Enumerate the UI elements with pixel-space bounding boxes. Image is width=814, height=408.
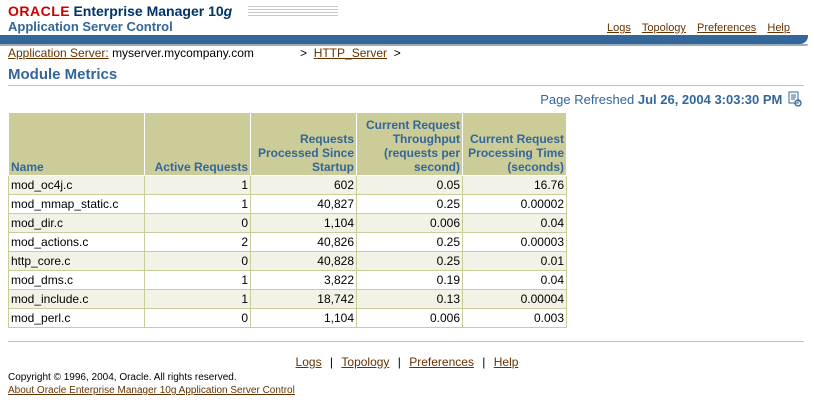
page-refresh-info	[540, 91, 802, 107]
footer-separator: |	[329, 355, 334, 369]
breadcrumb	[8, 46, 401, 60]
table-row	[9, 195, 567, 214]
footer-link-logs[interactable]: Logs	[295, 355, 322, 369]
global-links	[599, 22, 790, 34]
global-link-help[interactable]: Help	[767, 22, 790, 34]
refresh-label: Page Refreshed	[540, 92, 635, 107]
header-bar	[0, 35, 808, 44]
breadcrumb-separator: >	[393, 46, 401, 60]
module-metrics-table	[8, 112, 567, 328]
cell-processing-time: 0.04	[463, 271, 567, 290]
cell-module-name: mod_dir.c	[9, 214, 145, 233]
table-row	[9, 176, 567, 195]
refresh-icon[interactable]	[788, 91, 802, 107]
footer-separator: |	[482, 355, 486, 369]
cell-throughput: 0.25	[357, 252, 463, 271]
footer-link-help[interactable]: Help	[493, 355, 519, 369]
breadcrumb-app-server-value: myserver.mycompany.com	[112, 46, 254, 60]
copyright-text: Copyright © 1996, 2004, Oracle. All rights reserved.	[8, 372, 237, 383]
cell-throughput: 0.006	[357, 214, 463, 233]
footer-separator: |	[397, 355, 401, 369]
footer-links	[0, 355, 814, 369]
cell-requests-processed: 40,826	[251, 233, 357, 252]
cell-active-requests: 0	[145, 214, 251, 233]
cell-processing-time: 0.00002	[463, 195, 567, 214]
cell-requests-processed: 40,827	[251, 195, 357, 214]
cell-processing-time: 16.76	[463, 176, 567, 195]
table-row	[9, 309, 567, 328]
cell-requests-processed: 40,828	[251, 252, 357, 271]
cell-module-name: mod_mmap_static.c	[9, 195, 145, 214]
table-row	[9, 290, 567, 309]
page-header	[0, 0, 814, 46]
cell-processing-time: 0.01	[463, 252, 567, 271]
column-header-requests-processed: Requests Processed Since Startup	[251, 113, 357, 176]
header-decoration	[248, 6, 338, 18]
global-link-topology[interactable]: Topology	[641, 22, 686, 34]
footer-link-preferences[interactable]: Preferences	[409, 355, 474, 369]
cell-active-requests: 1	[145, 290, 251, 309]
about-link[interactable]: About Oracle Enterprise Manager 10g Application Server Control	[8, 385, 295, 396]
title-divider	[8, 85, 804, 86]
table-row	[9, 271, 567, 290]
oracle-logo: ORACLE	[8, 3, 71, 19]
table-row	[9, 233, 567, 252]
cell-processing-time: 0.04	[463, 214, 567, 233]
cell-active-requests: 0	[145, 309, 251, 328]
column-header-processing-time: Current Request Processing Time (seconds)	[463, 113, 567, 176]
cell-requests-processed: 18,742	[251, 290, 357, 309]
breadcrumb-http-server	[300, 46, 401, 60]
footer-link-topology[interactable]: Topology	[341, 355, 390, 369]
table-row	[9, 214, 567, 233]
cell-throughput: 0.006	[357, 309, 463, 328]
cell-requests-processed: 3,822	[251, 271, 357, 290]
cell-active-requests: 2	[145, 233, 251, 252]
breadcrumb-separator: >	[300, 46, 308, 60]
cell-module-name: mod_perl.c	[9, 309, 145, 328]
cell-throughput: 0.25	[357, 195, 463, 214]
cell-throughput: 0.13	[357, 290, 463, 309]
column-header-throughput: Current Request Throughput (requests per second)	[357, 113, 463, 176]
product-logo	[8, 3, 233, 34]
global-link-preferences[interactable]: Preferences	[697, 22, 757, 34]
cell-active-requests: 1	[145, 195, 251, 214]
cell-processing-time: 0.00003	[463, 233, 567, 252]
refresh-timestamp: Jul 26, 2004 3:03:30 PM	[637, 92, 783, 107]
cell-active-requests: 1	[145, 176, 251, 195]
breadcrumb-http-server-link[interactable]: HTTP_Server	[313, 46, 388, 60]
cell-module-name: http_core.c	[9, 252, 145, 271]
cell-module-name: mod_oc4j.c	[9, 176, 145, 195]
cell-throughput: 0.19	[357, 271, 463, 290]
cell-requests-processed: 1,104	[251, 214, 357, 233]
table-row	[9, 252, 567, 271]
product-name: Enterprise Manager 10g	[73, 3, 233, 19]
cell-active-requests: 1	[145, 271, 251, 290]
cell-throughput: 0.05	[357, 176, 463, 195]
footer-divider	[8, 341, 804, 342]
breadcrumb-app-server-link[interactable]: Application Server:	[8, 46, 109, 60]
cell-requests-processed: 602	[251, 176, 357, 195]
about-link-container	[8, 385, 295, 396]
column-header-name: Name	[9, 113, 145, 176]
product-subtitle: Application Server Control	[8, 19, 173, 34]
page-title: Module Metrics	[8, 66, 118, 83]
cell-throughput: 0.25	[357, 233, 463, 252]
global-link-logs[interactable]: Logs	[606, 22, 631, 34]
cell-module-name: mod_include.c	[9, 290, 145, 309]
cell-active-requests: 0	[145, 252, 251, 271]
cell-processing-time: 0.00004	[463, 290, 567, 309]
column-header-active-requests: Active Requests	[145, 113, 251, 176]
cell-module-name: mod_actions.c	[9, 233, 145, 252]
cell-requests-processed: 1,104	[251, 309, 357, 328]
table-header-row	[9, 113, 567, 176]
cell-module-name: mod_dms.c	[9, 271, 145, 290]
cell-processing-time: 0.003	[463, 309, 567, 328]
